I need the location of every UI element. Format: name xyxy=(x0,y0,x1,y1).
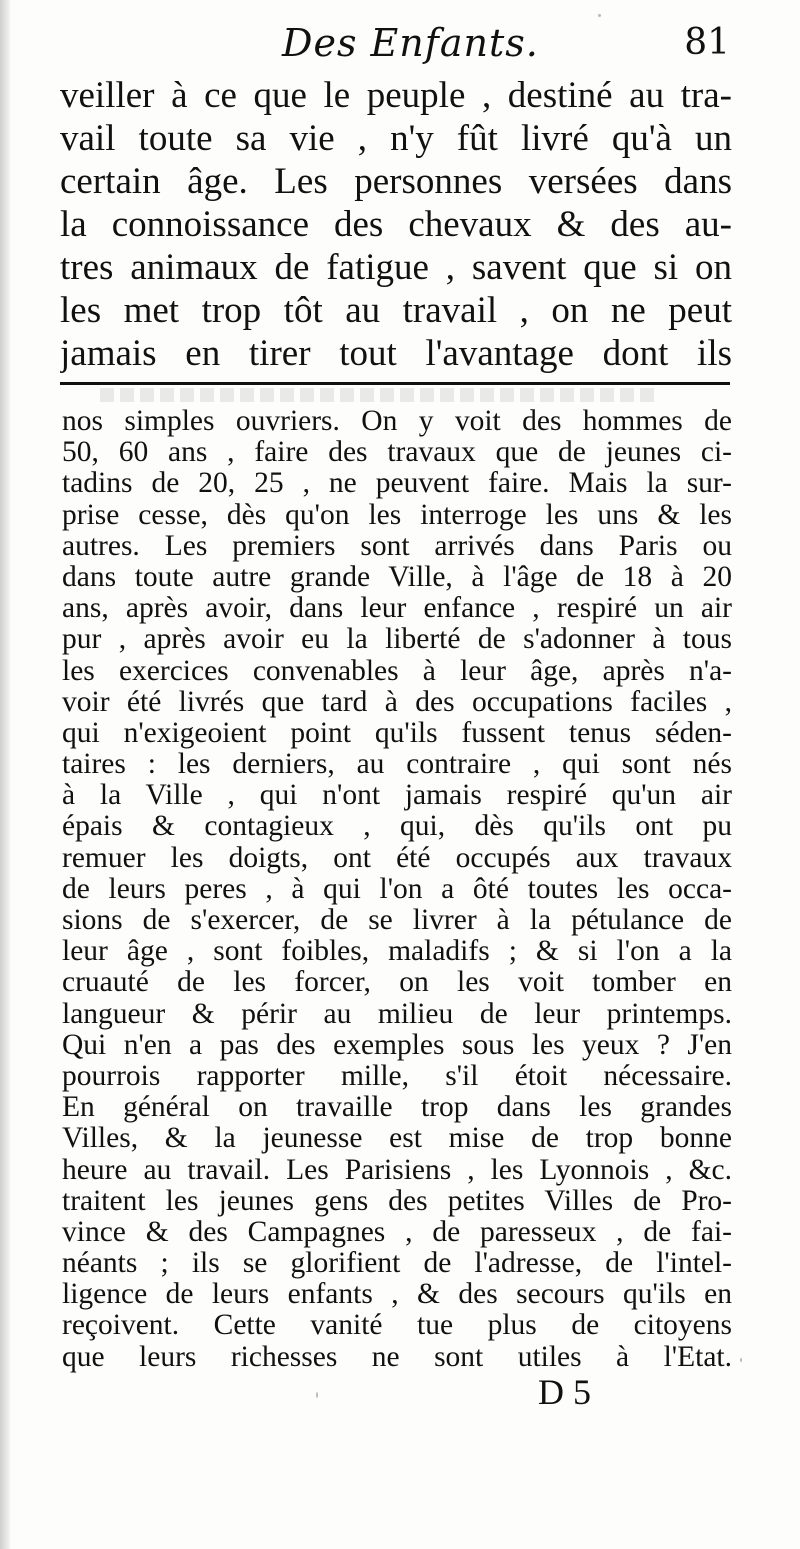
paper-speck xyxy=(598,14,601,17)
running-head-title: Des Enfants. xyxy=(282,21,539,65)
page-number: 81 xyxy=(684,22,730,63)
footnote-line: à la Ville , qui n'ont jamais respiré qu'un air xyxy=(62,780,732,812)
main-text-line: tres animaux de fatigue , savent que si on xyxy=(60,247,732,288)
signature-mark: D 5 xyxy=(538,1372,591,1412)
footnote-line: de leurs peres , à qui l'on a ôté toutes les occa- xyxy=(62,873,732,905)
footnote-line: sions de s'exercer, de se livrer à la pétulance de xyxy=(62,905,732,936)
main-text-line: certain âge. Les personnes versées dans xyxy=(60,161,732,202)
footnote-line: qui n'exigeoient point qu'ils fussent tenus séden- xyxy=(62,717,732,749)
footnote-separator-rule xyxy=(60,382,730,385)
footnote-line: En général on travaille trop dans les grandes xyxy=(62,1092,732,1124)
main-text-line: jamais en tirer tout l'avantage dont ils xyxy=(60,333,732,374)
footnote-line: cruauté de les forcer, on les voit tomber en xyxy=(62,967,732,999)
main-text-line: les met trop tôt au travail , on ne peut xyxy=(60,290,732,331)
page-gutter-shadow xyxy=(0,0,10,1549)
footnote-line: néants ; ils se glorifient de l'adresse, de l'intel- xyxy=(62,1248,732,1280)
footnote-line: 50, 60 ans , faire des travaux que de jeunes ci- xyxy=(62,437,732,469)
footnote-line: autres. Les premiers sont arrivés dans Paris ou xyxy=(62,530,732,562)
paper-speck xyxy=(316,1392,318,1398)
running-head xyxy=(60,18,730,68)
paper-speck xyxy=(740,1358,742,1362)
footnote-line: dans toute autre grande Ville, à l'âge de 18 à 20 xyxy=(62,561,732,593)
footnote-line: nos simples ouvriers. On y voit des hommes de xyxy=(62,406,732,437)
footnote-line: tadins de 20, 25 , ne peuvent faire. Mais la sur- xyxy=(62,468,732,500)
footnote-line: épais & contagieux , qui, dès qu'ils ont pu xyxy=(62,811,732,843)
footnote-line: heure au travail. Les Parisiens , les Lyonnois , &c. xyxy=(62,1154,732,1186)
footnote-line: les exercices convenables à leur âge, après n'a- xyxy=(62,655,732,687)
footnote-block xyxy=(62,406,732,1373)
footnote-line: ligence de leurs enfants , & des secours qu'ils en xyxy=(62,1279,732,1311)
footnote-line: ans, après avoir, dans leur enfance , respiré un air xyxy=(62,593,732,625)
footnote-line: Villes, & la jeunesse est mise de trop bonne xyxy=(62,1123,732,1155)
footnote-line: prise cesse, dès qu'on les interroge les uns & les xyxy=(62,499,732,531)
footnote-line: vince & des Campagnes , de paresseux , de fai- xyxy=(62,1216,732,1248)
footnote-line: remuer les doigts, ont été occupés aux travaux xyxy=(62,842,732,874)
show-through-texture xyxy=(100,388,660,402)
footnote-line: traitent les jeunes gens des petites Villes de Pro- xyxy=(62,1185,732,1217)
footnote-line: voir été livrés que tard à des occupations faciles , xyxy=(62,686,732,718)
footnote-line: pur , après avoir eu la liberté de s'adonner à tous xyxy=(62,624,732,656)
footnote-line: pourrois rapporter mille, s'il étoit nécessaire. xyxy=(62,1060,732,1092)
footnote-line: Qui n'en a pas des exemples sous les yeux ? J'en xyxy=(62,1029,732,1061)
footnote-line: langueur & périr au milieu de leur printemps. xyxy=(62,998,732,1030)
footnote-line: reçoivent. Cette vanité tue plus de citoyens xyxy=(62,1310,732,1342)
main-text-line: veiller à ce que le peuple , destiné au tra- xyxy=(60,75,732,116)
footnote-line: leur âge , sont foibles, maladifs ; & si l'on a la xyxy=(62,936,732,968)
footnote-line: taires : les derniers, au contraire , qui sont nés xyxy=(62,749,732,781)
footnote-line: que leurs richesses ne sont utiles à l'Etat. xyxy=(62,1341,732,1373)
main-text-block xyxy=(60,74,732,375)
main-text-line: vail toute sa vie , n'y fût livré qu'à un xyxy=(60,118,732,159)
main-text-line: la connoissance des chevaux & des au- xyxy=(60,204,732,245)
